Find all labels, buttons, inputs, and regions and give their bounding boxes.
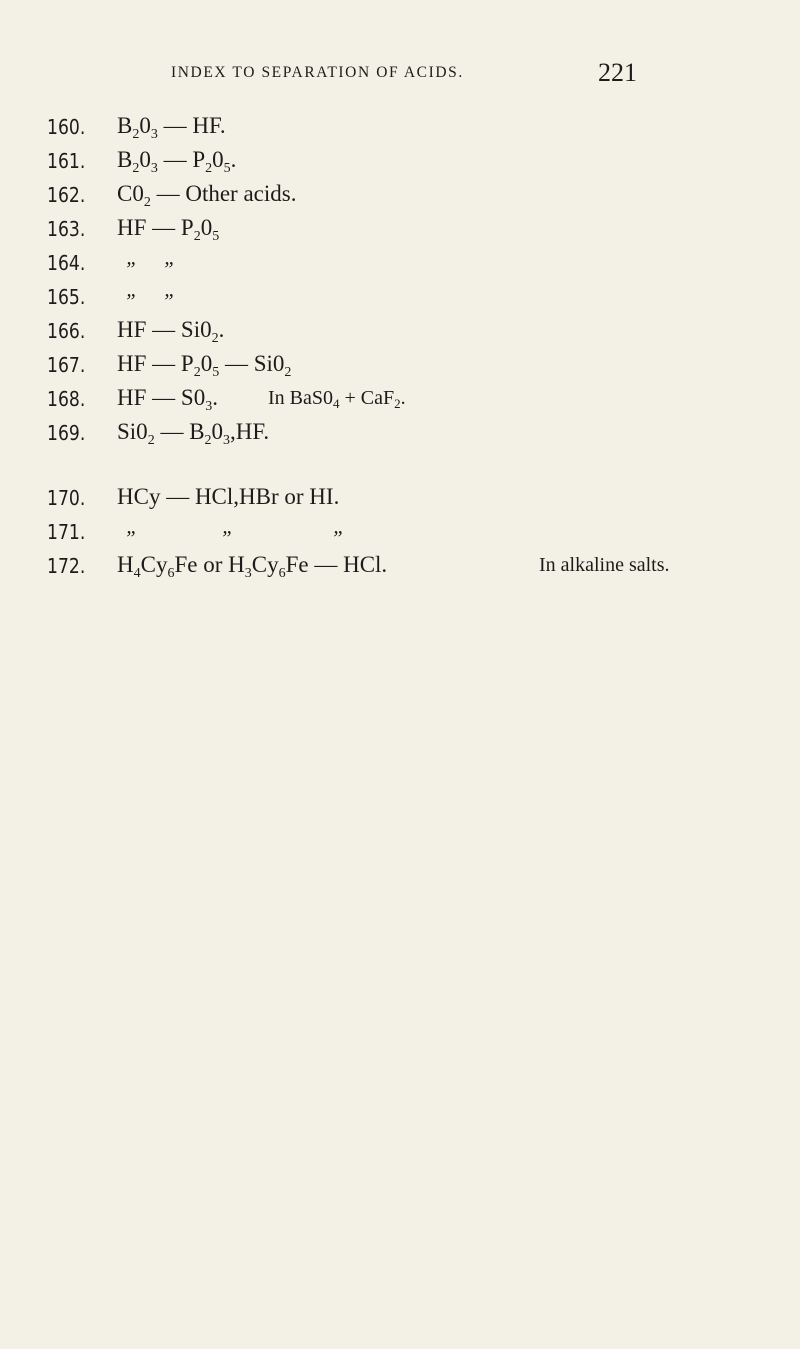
formula-text: . [230, 147, 237, 172]
entry-note [539, 554, 670, 577]
index-entry [0, 183, 800, 213]
entry-number: 169. [47, 421, 86, 445]
entry-formula [117, 215, 220, 244]
formula-text: 0 [200, 351, 213, 376]
entry-formula [117, 385, 218, 414]
entry-number: 165. [47, 285, 86, 309]
index-entry [0, 115, 800, 145]
formula-text: Fe — HCl. [285, 552, 388, 577]
subscript: 2 [143, 195, 151, 210]
formula-text: Si0 [117, 419, 148, 444]
index-entry [0, 520, 800, 550]
subscript: 2 [211, 331, 219, 346]
index-entry [0, 353, 800, 383]
entry-number: 172. [47, 554, 86, 578]
entry-formula [117, 419, 270, 448]
index-entry [0, 319, 800, 349]
subscript: 2 [284, 365, 292, 380]
index-entry [0, 217, 800, 247]
note-text: In BaS0 [268, 387, 333, 409]
ditto-mark: ” [162, 257, 174, 281]
entry-number: 161. [47, 149, 86, 173]
formula-text: 0 [139, 147, 151, 172]
subscript: 6 [167, 566, 175, 581]
formula-text: ,HF. [230, 419, 270, 444]
entry-formula [117, 113, 226, 142]
entry-number: 168. [47, 387, 86, 411]
page-header [0, 58, 800, 98]
formula-text: — Other acids. [150, 181, 297, 206]
formula-text: 0 [212, 147, 224, 172]
subscript: 2 [132, 161, 140, 176]
subscript: 5 [212, 229, 220, 244]
subscript: 2 [204, 433, 212, 448]
running-title: INDEX TO SEPARATION OF ACIDS. [171, 64, 464, 81]
subscript: 3 [223, 433, 231, 448]
formula-text: HF — P [117, 351, 194, 376]
subscript: 2 [205, 161, 213, 176]
formula-text: . [218, 317, 225, 342]
formula-text: — B [154, 419, 205, 444]
formula-text: B [117, 147, 133, 172]
formula-text: — Si0 [219, 351, 285, 376]
entry-number: 162. [47, 183, 86, 207]
subscript: 5 [212, 365, 220, 380]
entry-formula [117, 181, 297, 210]
subscript: 3 [244, 566, 252, 581]
entry-number: 166. [47, 319, 86, 343]
formula-text: . [212, 385, 218, 410]
entry-number: 171. [47, 520, 86, 544]
formula-text: HF — Si0 [117, 317, 212, 342]
subscript: 4 [333, 396, 340, 411]
index-entry [0, 251, 800, 281]
formula-text: — HF. [157, 113, 226, 138]
ditto-mark: ” [331, 526, 343, 550]
ditto-mark: ” [162, 289, 174, 313]
subscript: 2 [147, 433, 155, 448]
formula-text: B [117, 113, 133, 138]
index-entry [0, 486, 800, 516]
ditto-mark: ” [220, 526, 232, 550]
index-entry [0, 387, 800, 417]
formula-text: Cy [140, 552, 168, 577]
note-text: . [400, 387, 406, 409]
ditto-mark: ” [124, 289, 136, 313]
entry-formula [117, 351, 292, 380]
subscript: 4 [133, 566, 141, 581]
ditto-mark: ” [124, 526, 136, 550]
formula-text: HF — P [117, 215, 194, 240]
formula-text: Cy [251, 552, 279, 577]
subscript: 2 [193, 229, 201, 244]
formula-text: C0 [117, 181, 144, 206]
entry-note [268, 387, 406, 410]
subscript: 3 [150, 161, 158, 176]
formula-text: 0 [200, 215, 213, 240]
subscript: 3 [150, 127, 158, 142]
subscript: 2 [193, 365, 201, 380]
formula-text: HF — S0 [117, 385, 206, 410]
entry-formula [117, 317, 225, 346]
subscript: 3 [205, 399, 213, 414]
entry-number: 164. [47, 251, 86, 275]
subscript: 5 [223, 161, 231, 176]
page-number: 221 [598, 58, 637, 87]
formula-text: H [117, 552, 134, 577]
ditto-mark: ” [124, 257, 136, 281]
formula-text: 0 [139, 113, 151, 138]
formula-text: HCy — HCl,HBr or HI. [117, 484, 340, 509]
index-entry [0, 554, 800, 584]
formula-text: 0 [211, 419, 224, 444]
index-entry [0, 149, 800, 179]
entry-number: 170. [47, 486, 86, 510]
entry-formula [117, 147, 237, 176]
formula-text: — P [157, 147, 206, 172]
entry-formula [117, 552, 388, 581]
subscript: 6 [278, 566, 286, 581]
formula-text: Fe or H [174, 552, 245, 577]
note-text: In alkaline salts. [539, 554, 670, 576]
index-entry [0, 285, 800, 315]
entry-number: 160. [47, 115, 86, 139]
entry-number: 167. [47, 353, 86, 377]
subscript: 2 [132, 127, 140, 142]
entry-number: 163. [47, 217, 86, 241]
subscript: 2 [394, 396, 401, 411]
entry-formula [117, 484, 339, 510]
note-text: + CaF [339, 387, 395, 409]
index-entry [0, 421, 800, 451]
